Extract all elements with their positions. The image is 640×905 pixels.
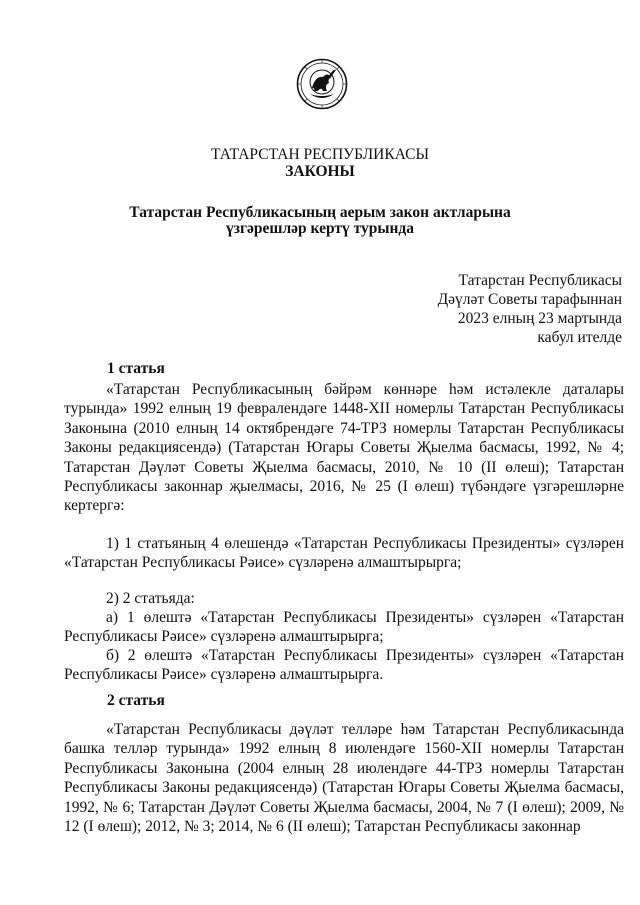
tatarstan-emblem-icon	[296, 58, 348, 110]
article-1-item-1: 1) 1 статьяның 4 өлешендә «Татарстан Республикасы Президенты» сүзләрен «Татарстан Республикасы Рәисе» сүзләренә алмаштырырга;	[64, 535, 624, 572]
article-2-intro: «Татарстан Республикасы дәүләт телләре һәм Татарстан Республикасында башка телләр турында» 1992 елның 8 июлендәге 1560-XII номерлы Татарстан Республикасы Законына (2004 елның 28 июлендәге 44-ТРЗ номерлы Татарстан Республикасы Законы редакциясендә) (Татарстан Югары Советы Җыелма басмасы, 1992, № 6; Татарстан Дәүләт Советы Җыелма басмасы, 2004, № 7 (I өлеш); 2009, № 12 (I өлеш); 2012, № 3; 2014, № 6 (II өлеш); Татарстан Республикасы законнар	[64, 721, 624, 836]
article-1-heading: 1 статья	[107, 360, 165, 377]
adoption-line-4: кабул ителде	[537, 329, 622, 346]
header-law: ЗАКОНЫ	[285, 163, 355, 180]
adoption-line-1: Татарстан Республикасы	[458, 272, 622, 289]
adoption-line-3: 2023 елның 23 мартында	[457, 310, 622, 327]
article-2-heading: 2 статья	[107, 692, 165, 709]
article-1-intro: «Татарстан Республикасының бәйрәм көннәре һәм истәлекле даталары турында» 1992 елның 19 февралендәге 1448-XII номерлы Татарстан Республикасы Законына (2010 елның 14 октябрендәге 74-ТРЗ номерлы Татарстан Республикасы Законы редакциясендә) (Татарстан Югары Советы Җыелма басмасы, 1992, № 4; Татарстан Дәүләт Советы Җыелма басмасы, 2010, № 10 (II өлеш); Татарстан Республикасы законнар җыелмасы, 2016, № 25 (I өлеш) түбәндәге үзгәрешләрне кертергә:	[64, 381, 624, 515]
law-title-line-1: Татарстан Республикасының аерым закон актларына	[129, 204, 511, 221]
adoption-line-2: Дәүләт Советы тарафыннан	[437, 291, 622, 308]
article-1-item-2b: б) 2 өлештә «Татарстан Республикасы Президенты» сүзләрен «Татарстан Республикасы Рәисе» сүзләренә алмаштырырга.	[64, 647, 624, 684]
adoption-block	[438, 271, 622, 347]
article-1-item-2a: а) 1 өлештә «Татарстан Республикасы Президенты» сүзләрен «Татарстан Республикасы Рәисе» сүзләренә алмаштырырга;	[64, 609, 624, 646]
law-title-line-2: үзгәрешләр кертү турында	[225, 220, 415, 237]
header-republic: ТАТАРСТАН РЕСПУБЛИКАСЫ	[211, 146, 429, 163]
article-1-item-2: 2) 2 статьяда:	[106, 590, 195, 607]
